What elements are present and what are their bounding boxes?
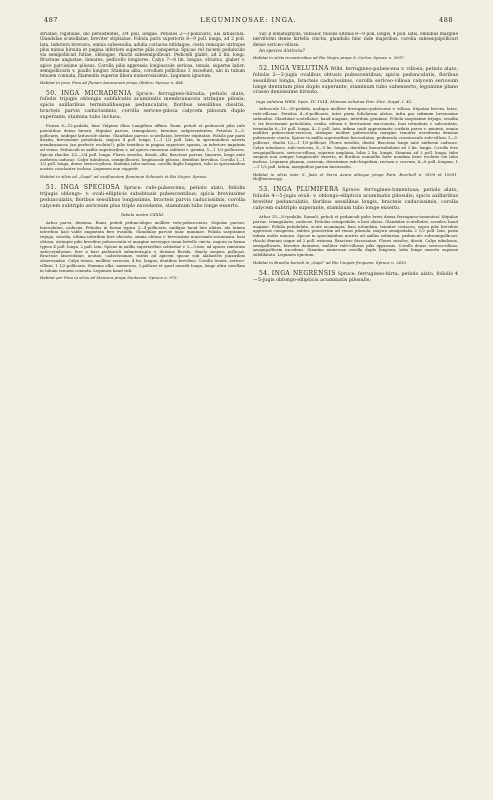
plate-reference: Tabula nostra CXXXI. — [120, 212, 165, 218]
species-diagnosis: ferrugineo-pubescens v. villosa; petiolo alato, foliolis 2—3-jugis ovalibus obtusis pubescentibus; spicis pedunculatis, floribus sessilibus longis, bracteis caducissimis, corolla sericeo-villosa calycem sericeum longe dentatum plus duplo superante, staminum tubo subexserto; legumine plano crasso densissime hirsuto. — [253, 65, 458, 96]
habitat-note: Habitat in prov. Para ad flumen Amazonum prope Obidos: Spruce n. 484. — [40, 79, 185, 85]
species-diagnosis: ferrugineo-hirta; petiolo alato, foliolis 4—5-jugis oblongo-ellipticis acuminatis pilosulis; — [253, 270, 458, 283]
species-name: INGA PLUMIFERA — [273, 186, 339, 194]
species-author: Spruce: — [337, 271, 356, 277]
variety-description: Var. β lomatophylla, villosior, foliolis ultimis 8—9 poll. longis, 4 poll. latis, omnibus margine nerviformi dense hirtello cinctis, glandulis hinc inde majoribus, corolla subsesquipollicari dense sericeo-villosa. — [253, 32, 458, 48]
species-description: Arbor 15—20-pedalis. Ramuli, petioli et pedunculi pube brevi densa ferrugineo-tomentosi. Stipulae parvae, triangulares, caducae. Petiolus semipedalis, a basi alatus. Glandulae scutellatae, sessiles, haud magnae. Foliola petiolulata, acute acuminata, basi rotundata, tenuiter coriacea, supra pilis brevibus appressis conspersa, subtus praesertim ad venas pilosula, majora semipedalia 2 1/2 poll. lata, paria infima multo minora. Spicae in speciminibus nostris ad axillas solitariae, pedunculo subsemipollicari, rhachi demum usque ad 2 poll. extensa. Bracteae decussatae. Flores sessiles, dissiti. Calyx tubulosus, semipollicaris, breviter dentatus, molliter rufo-villosus pilis appressis. Corolla dense sericeo-villosa, sesquipollicem excedens. Stamina numerosa corolla duplo longiora, tubo longe exserto superne subdilatato. Legumen ignotum. — [253, 213, 458, 258]
species-entry-52 — [253, 66, 458, 182]
species-number: 52. — [259, 64, 270, 72]
species-diagnosis: ferrugineo-tomentosa; petiolo alato, foliolis 4—5-jugis ovali- v. oblongo-ellipticis acuminatis pilosulis; spicis axillaribus breviter pedunculatis, floribus sessilibus longis, bracteis caducissimis, corolla calycem subtriplo superante, staminum tubo longe exserto. — [253, 187, 458, 211]
species-entry-54 — [253, 271, 458, 284]
running-header — [44, 16, 453, 28]
left-column — [40, 32, 245, 792]
species-diagnosis: ferrugineo-hirsuta; petiolo alato, foliolis trijugis oblongis subfalcatis acuminatis membranaceis utrinque pilosis; spicis axillaribus terminalibusque pedunculatis, floribus sessilibus dissitis, bracteis parvis caducissimis, corolla sericeo-pilosa calycem pilosum duplo superante, stamina tubo inclusa. — [40, 90, 245, 121]
species-name: INGA NEGRENSIS — [271, 269, 336, 277]
species-entry-50 — [40, 91, 245, 180]
species-number: 51. — [46, 183, 57, 191]
habitat-note: Habitat in silvis inter S. João et Serra Acara aliisque prope Para: Burchell n. 9109 et 10091, Hoffmannsegg. — [253, 171, 458, 182]
right-column — [253, 32, 458, 792]
habitat-note: Habitat in silvis recentioribus ad Rio Negro prope S. Carlos: Spruce n. 3097. — [253, 55, 405, 60]
species-description: Arbuscula 15—30-pedalis, undique molliter ferrugineo-pubescens v. villosa. Stipulae breves, latae, rufo-villosae. Petiolus 4—6-pollicaris, inter paria foliolorum alatus, infra par infimum breviusime subnudus. Glandulae scutellatae, haud magnae, interdum geminae. Foliola saepissime trijuga, sessilia v. vix breviusime petiolulata, ovalia, obtusa v. breviusime mucronata, basi rotundata v. subcordata, terminalia 6—10 poll. longa, 4—5 poll. lata, infima cauli approximata cordata parva v. minima, omnia molliter pubescente-serecea; utrinque moliter pubescentia margine tenuiter nerviformi densius pubescente cincta. Spicae in axillis superioribus fasciculatae, pedunculo crassiusculo rufo-villoso 1—3-pollicari, rhachi 1/2—1 1/2-pollicari. Flores sessiles, dissiti. Bracteae longe ante anthesin caducae. Calyx tubulosus, rufo-sericeus, 8—9 lin. longus, dentibus linearisubulatis ad 3 lin. longis. Corolla fere sesquipollicaris, sericeo-villosa, superne ampliata, lobis 2 lin. longis. Stamina ad 3 poll. longa, tubo saepius non semper longiuscule exserto, in floribus nonnullis forte nondum bene evolutis vix tubo incluso. Legumen planum, crassum, densissime rufo-hispidum, rectum v. curvum, 6—8 poll. longum, 1—1 1/2 poll. latum, marginibus parum incrassatis. — [253, 106, 458, 169]
continued-description: striatae, rigidulae, dio persistentes, 3/4 poll. longae. Petioles 2—3-pollicaris, ala latiuscula. Glandulae scutellatae, breviter stipitatae. Foliola paris superioris 8—9 poll. longa, ad 2 poll. lata, inferiora breviora, omnia subsessilia, adulta coriacea nitidaque, costa venisque utrinque plus minus hirsuta et pagina inferiore superne pilis conspersa. Spicae vel racemi pedunculo vix semipollicari fultae, oblongae, rhachi subsemipollicari. Pedicelli glabri, ad 2 lin. longi. Bracteae angustae, lineares, pedicello longiores. Calyx 7—8 lin. longus, striatus, glaber v. apice parcissime pilosus. Corolla pilis appressis longiuscule sericea, tenuis, superne latior, semipollicaris v. paullo longior. Stamina alba, corollam pollicibus 2 excedunt, ubi in tubum tenuem connata, filamentis superne libera numerosissimis. Legumen ignotum. — [40, 32, 245, 79]
species-author: Spruce: — [135, 91, 155, 97]
species-name: INGA SPECIOSA — [60, 183, 120, 191]
habitat-note: Habitat per Para in silvis ad Maniaca prope Santarem: Spruce n. 973. — [40, 275, 178, 281]
species-entry-53 — [253, 187, 458, 266]
species-name: INGA VELUTINA — [271, 64, 329, 72]
species-author: Spruce: — [123, 185, 142, 191]
species-number: 53. — [259, 186, 270, 194]
species-author: Willd. — [330, 66, 344, 72]
editorial-question: An species distincta? — [259, 49, 305, 55]
habitat-note: Habitat in silvis ad „Gapó” ad confluentem fluminum Solimoës et Rio Negro: Spruce. — [40, 174, 208, 180]
page-number-right: 488 — [439, 16, 453, 24]
running-title: LEGUMINOSAE: INGA. — [200, 16, 297, 24]
page-number-left: 487 — [44, 16, 58, 24]
species-entry-51 — [40, 185, 245, 281]
species-number: 54. — [259, 269, 270, 277]
species-author: Spruce: — [342, 188, 361, 194]
species-name: INGA MICRADENIA — [61, 89, 132, 97]
species-description: Arbor parva, demissa. Rami, petioli pedunculique molliter rufo-pubescentes. Stipulae parvae, lanceolatae, caducae. Petiolus in forma typica 3—4-pollicaris, undique haud late alatus, ala tamen interdum basi valde angustata fere evanida. Glandulae parvae nunc minimae. Foliola saepissime trijuga, sessilia, ultima interdum fere obovata, omnia obtusa v. breviusime mucronato-acuminata, basi obtusa, utrinque pilis brevibus pubescentia et margine nervisque tenui hirtello cincta, majora in forma typica 4 poll. longa, 2 poll. lata. Spicae in axillis superioribus solitariae v. 2—3-nae, ad apices ramorum subcorymbosae, fere a basi pedunculi subinterrupta v. densius florida, rhachi saepius pollicari. Bracteae lanceolatae, acutae, caducissimae, rarius ad apicem spicae sub alabastris junioribus observandae. Calyx tenuis, molliter sericeus, 4 lin. longus, dentibus brevibus. Corolla tenuis, sericeo-villosa, 1 1/2-pollicaris. Stamina alba, numerosa, 3 pollices et quod excedit longa, longe ultra corollam in tubum tenuem connata. Legumen haud vidi. — [40, 219, 245, 273]
habitat-note: Habitat in Brasilia boreali in „Gapó” ad Rio Uaupés frequens: Spruce n. 2430. — [253, 260, 408, 266]
species-diagnosis: rufo-pubescens; petiolo alato, foliolis trijugis oblongo- v. ovali-ellipticis subobtusis pubescentibus; spicis breviusime pedunculatis, floribus sessilibus longissimis, bracteis parvis caducissimis, corolla calycem subtriplo sericeum plus triplo excedente, staminum tubo longe exserto. — [40, 184, 245, 209]
species-description: Frutex 8—12-pedalis, hinc Vulpinis illinc Langiflora affinis. Rami, petioli et pedunculi pilis rufo patentibus denso hirsuti. Stipulae parvae, triangulares, hirsutae, subpersistentes. Petiolus 3—5-pollicaris, undique latiuscule alatus. Glandulae parvae, scutellatae, breviter stipitatae. Foliola par paris dissita, breviusime petiolulata, majora 4 poll. longa, 1—1 1/2 poll. lata, in speciminibus nostris membranacea (an perfecte evoluta?), pilis tenuibus in pagina superiore sparsis, in inferiore imprimis ad venas. Pedunculi in axillis superioribus v. ad apices ramorum solitarii v. gemini, 1—1 1/2-pollicares. Spicae rhachis 1/2—3/4 poll. longa. Flores sessiles, dissiti, albi. Bracteae parvae, lineares, longe ante anthesin caducae. Calyx tubulosus, semipollicaris, longiuscule pilosus, dentibus brevibus. Corolla 1—1 1/2 poll. longa, dense sericeo-pilosa. Stamina tubo inclusa, corolla duplo longiora, tubo in speciminibus nostris conclauter incluso. Legumen non suppetit. — [40, 123, 245, 172]
species-number: 50. — [46, 89, 57, 97]
synonymy: Inga velutina Willd. Spec. IV. 1014. Mimosa velutina Poir. Dict. Suppl. I. 42. — [256, 99, 413, 105]
